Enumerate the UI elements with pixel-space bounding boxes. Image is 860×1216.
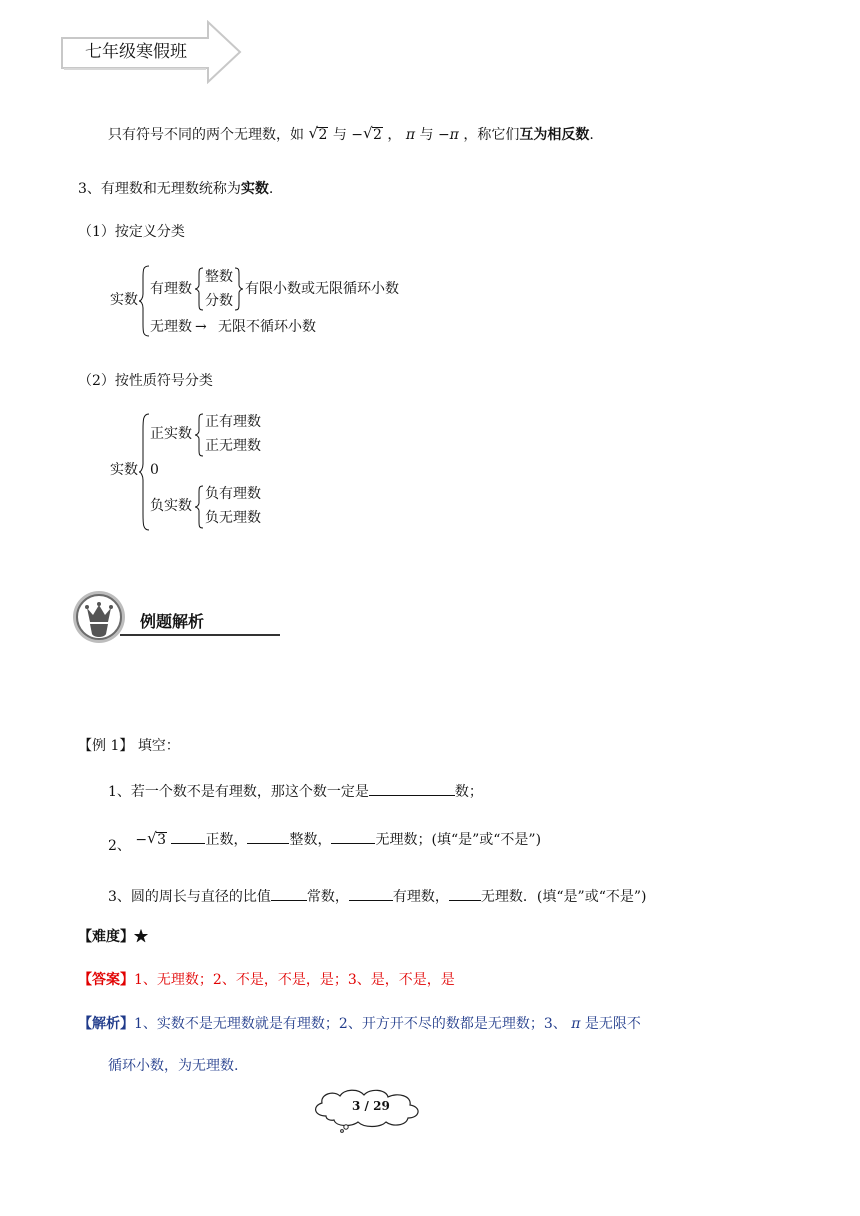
class1-integer: 整数 [205,269,233,285]
example-header: 【例 1】 填空： [78,738,180,754]
class2-brace-outer [138,412,150,536]
intro-line: 只有符号不同的两个无理数，如 √ 2 与 −√ 2 ， π 与 −π ，称它们互为相反数. [108,126,594,144]
class2-negative: 负实数 [150,498,192,514]
page-footer [308,1086,428,1134]
analysis-line-1: 【解析】1、实数不是无理数就是有理数；2、开方开不尽的数都是无理数；3、 π 是无限不 [78,1016,641,1032]
section-title: 例题解析 [140,612,205,631]
blank-q3-a[interactable] [271,885,307,901]
section-header [70,588,220,648]
difficulty: 【难度】★ [78,929,148,945]
class1-brace-inner [194,266,204,316]
section-underline [120,634,280,636]
class2-positive: 正实数 [150,426,192,442]
example-q2: 2、 −√ 3 正数， 整数， 无理数；(填“是”或“不是”) [108,828,541,849]
class2-neg-irrational: 负无理数 [205,510,261,526]
class1-finite: 有限小数或无限循环小数 [245,281,399,297]
class2-neg-rational: 负有理数 [205,486,261,502]
class2-brace-neg [194,484,204,534]
answer: 【答案】1、无理数；2、不是，不是，是；3、是，不是，是 [78,972,455,988]
class2-root: 实数 [110,462,138,478]
class2-title: （2）按性质符号分类 [78,373,213,389]
class1-brace-outer [138,264,150,342]
class1-diagram [108,262,428,342]
sqrt-three: √ 3 [147,831,167,849]
class1-root: 实数 [110,292,138,308]
class1-title: （1）按定义分类 [78,224,185,240]
analysis-line-2: 循环小数，为无理数. [108,1058,239,1074]
arrow-right-icon: → [195,319,207,335]
blank-q2-a[interactable] [171,828,205,844]
section-crown-icon [70,588,130,648]
class1-infinite: 无限不循环小数 [218,319,316,335]
class2-diagram [108,410,368,534]
point-3: 3、有理数和无理数统称为实数. [78,181,274,197]
banner-title: 七年级寒假班 [85,42,187,62]
header-banner [60,20,242,84]
class1-rational: 有理数 [150,281,192,297]
class1-irrational: 无理数 [150,319,192,335]
sqrt-two-neg: √ 2 [363,126,383,144]
sqrt-two: √ 2 [308,126,328,144]
class1-brace-right [234,266,244,316]
class2-pos-irrational: 正无理数 [205,438,261,454]
blank-q3-b[interactable] [349,885,393,901]
blank-q1[interactable] [369,780,455,796]
page-number: 3 / 29 [352,1099,390,1113]
blank-q3-c[interactable] [449,885,481,901]
class1-fraction: 分数 [205,293,233,309]
class2-brace-pos [194,412,204,462]
class2-zero: 0 [150,462,159,478]
star-icon: ★ [134,929,148,945]
class2-pos-rational: 正有理数 [205,414,261,430]
blank-q2-c[interactable] [331,828,375,844]
example-q1: 1、若一个数不是有理数，那这个数一定是 数； [108,780,483,801]
blank-q2-b[interactable] [247,828,289,844]
example-q3: 3、圆的周长与直径的比值 常数， 有理数， 无理数．(填“是”或“不是”) [108,885,646,906]
